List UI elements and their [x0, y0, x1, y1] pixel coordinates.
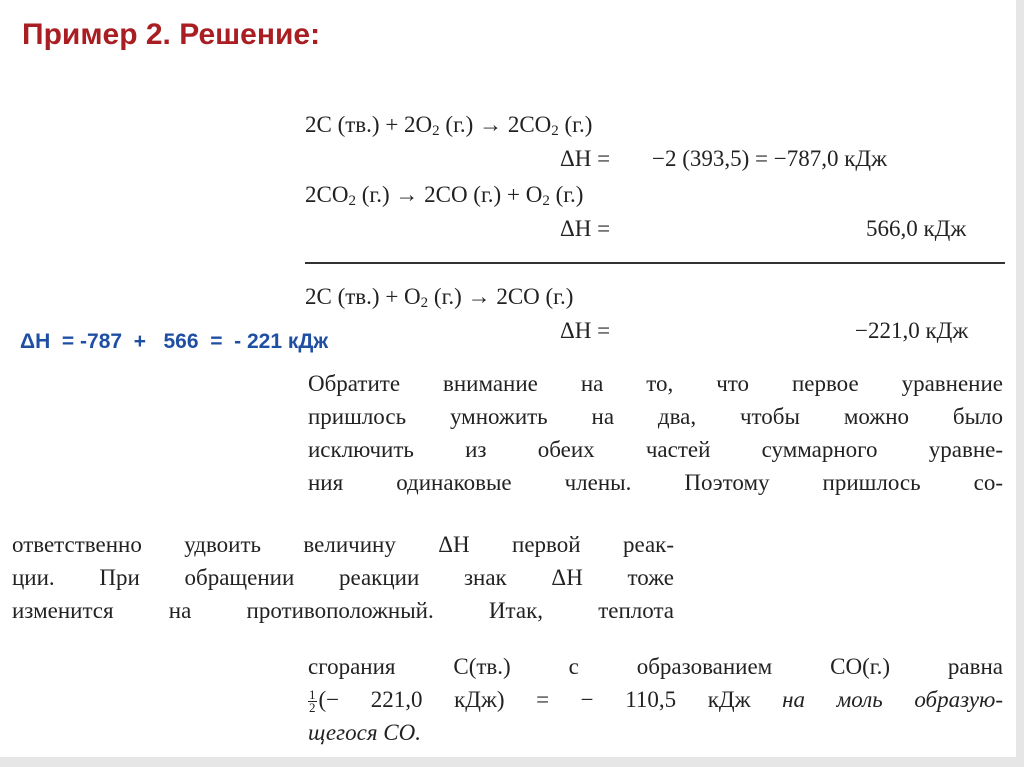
slide-frame-right: [1016, 0, 1024, 767]
paragraph-3-line-2: $\frac{1}{2}$ (− 221,0 кДж) = − 110,5 кДж на моль образую-: [309, 687, 1003, 716]
paragraph-1-line: пришлось умножить на два, чтобы можно было: [308, 404, 1003, 429]
paragraph-3-line-1: сгорания С(тв.) с образованием СО(г.) равна: [308, 654, 1003, 679]
paragraph-2: [12, 528, 674, 627]
paragraph-2-line: ответственно удвоить величину ΔH первой реак-: [12, 532, 674, 557]
delta-h-label-result: ΔH =: [560, 318, 611, 343]
delta-h-value-result: −221,0 кДж: [855, 318, 969, 343]
slide-frame-bottom: [0, 757, 1024, 767]
delta-h-label-1: ΔH =: [560, 146, 611, 171]
sum-divider-line: [305, 262, 1005, 264]
delta-h-label-2: ΔH =: [560, 216, 611, 241]
delta-h-value-2: 566,0 кДж: [866, 216, 967, 241]
equation-1: 2C $(тв.) + 2O_2$ $(г.) \to 2CO_2$ (г.): [305, 112, 593, 139]
paragraph-3-line-3: щегося СО.: [308, 720, 421, 745]
one-half-fraction: $\frac{1}{2}$: [309, 687, 316, 716]
paragraph-2-line: ции. При обращении реакции знак ΔH тоже: [12, 565, 674, 590]
equation-result: 2C $(тв.) + O_2$ (г.) → 2CO (г.): [305, 284, 574, 311]
equation-2: $2CO_2$ (г.) → 2CO $(г.) + O_2$ (г.): [305, 182, 584, 209]
slide-title: Пример 2. Решение:: [22, 18, 321, 51]
paragraph-3: [308, 650, 1003, 749]
paragraph-1-line: Обратите внимание на то, что первое уравнение: [308, 371, 1003, 396]
paragraph-1-line: исключить из обеих частей суммарного уравне-: [308, 437, 1003, 462]
paragraph-1: [308, 367, 1003, 499]
paragraph-2-line: изменится на противоположный. Итак, теплота: [12, 598, 674, 623]
paragraph-1-line: ния одинаковые члены. Поэтому пришлось со-: [308, 470, 1003, 495]
delta-h-value-1: −2 (393,5) = −787,0 кДж: [652, 146, 887, 171]
delta-h-summary: ΔH = -787 + 566 = - 221 кДж: [20, 330, 329, 353]
